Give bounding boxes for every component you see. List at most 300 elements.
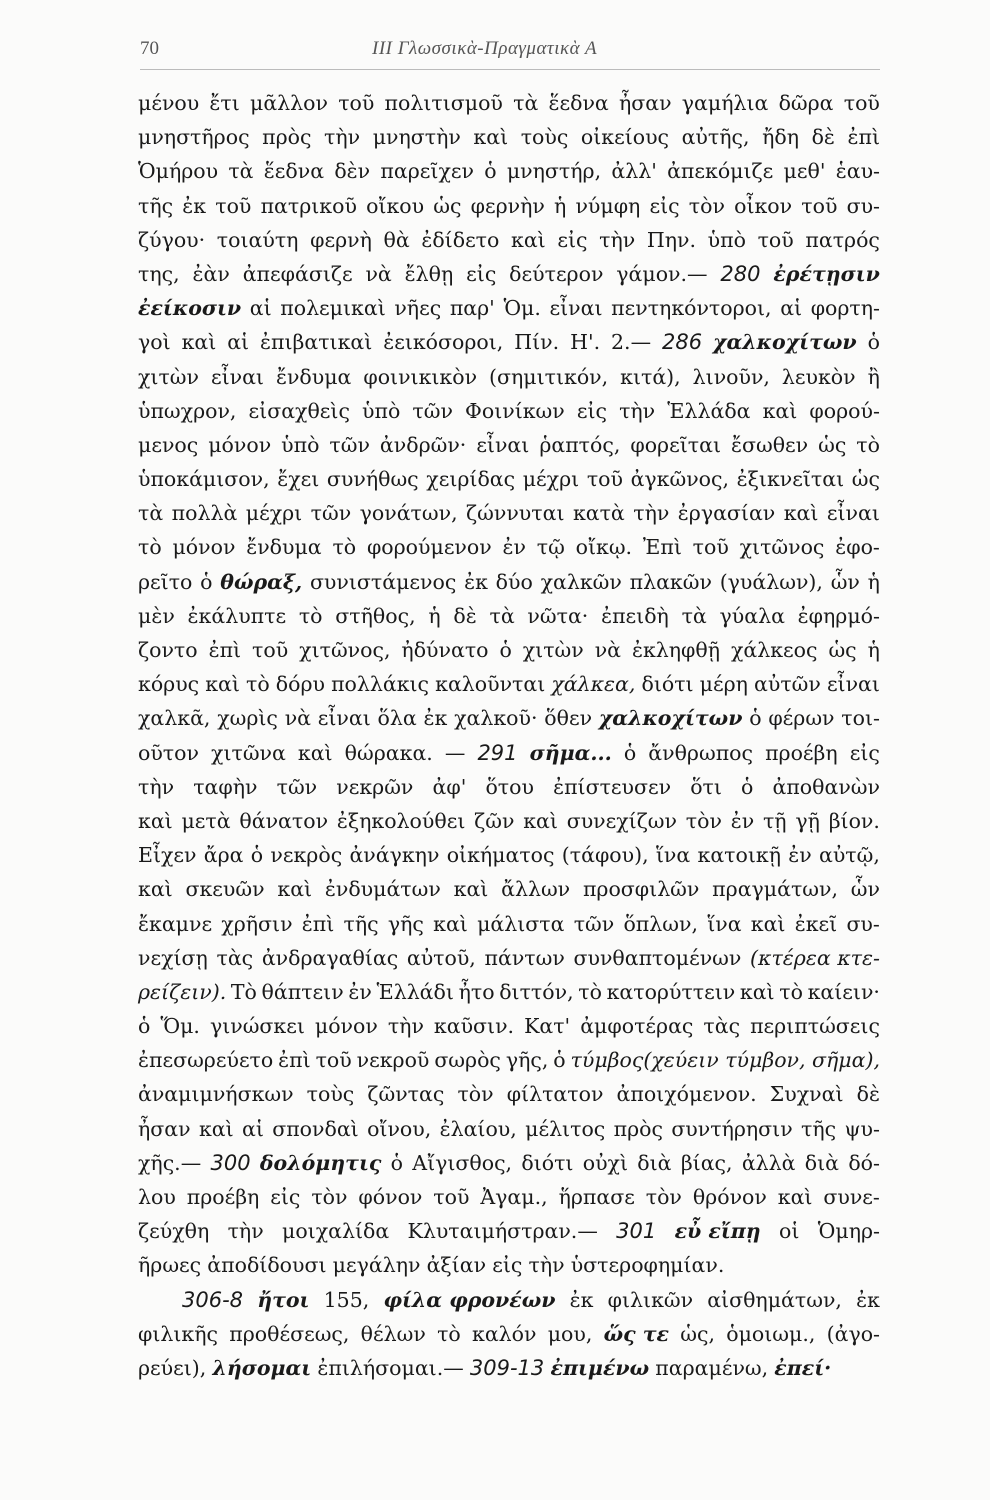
word: νῶτα· bbox=[527, 603, 589, 628]
word: ἐξηκολούθει bbox=[336, 808, 466, 833]
word: παρ' bbox=[449, 296, 495, 321]
word: ἐν bbox=[502, 535, 526, 560]
word: χειρίδας bbox=[426, 467, 516, 492]
word: ζώννυται bbox=[466, 501, 565, 526]
word: ἔκαμνε bbox=[138, 911, 213, 936]
word: ἀποιχόμενον. bbox=[616, 1082, 757, 1107]
word: βίον. bbox=[828, 808, 880, 833]
word: θώρακα. bbox=[344, 740, 433, 765]
word: ἡ bbox=[867, 638, 880, 662]
word: τὰ bbox=[489, 603, 515, 628]
word: εἰς bbox=[576, 398, 607, 423]
word: ζῶν bbox=[474, 808, 515, 833]
word: βίας, bbox=[680, 1150, 733, 1175]
word: λινοῦν, bbox=[692, 364, 770, 389]
word: τῶν bbox=[276, 774, 318, 799]
word: — bbox=[444, 740, 466, 765]
word: πάντων bbox=[484, 945, 565, 970]
word: καὶ bbox=[453, 877, 489, 902]
lemma-word: τύμβος(χεύειν τύμβον, σῆμα), bbox=[570, 1048, 880, 1073]
word: τὰς bbox=[703, 1014, 741, 1039]
text-line bbox=[138, 1009, 880, 1043]
word: συνεχίζων bbox=[566, 808, 677, 833]
word: φίλτατον bbox=[506, 1082, 604, 1107]
word: ὁ bbox=[200, 569, 213, 594]
word: τὴν bbox=[324, 125, 361, 150]
word: καὶ bbox=[433, 911, 468, 936]
word: ἀλλὰ bbox=[741, 1150, 796, 1175]
word: τὸ bbox=[856, 432, 880, 457]
word: τὰ bbox=[513, 91, 539, 115]
word: νεκρῶν bbox=[336, 774, 414, 799]
word: μνηστῆρος bbox=[138, 125, 250, 150]
word: τοι- bbox=[841, 706, 880, 731]
word: τὴν bbox=[633, 501, 670, 526]
word: συ- bbox=[846, 911, 880, 936]
text-line bbox=[138, 428, 880, 462]
text-line bbox=[138, 1283, 880, 1317]
word: ἐεικόσοροι, bbox=[383, 330, 504, 355]
word: ἔνδυμα bbox=[246, 535, 322, 560]
word: ἐὰν bbox=[192, 261, 230, 286]
word: Συχναὶ bbox=[769, 1082, 844, 1107]
word: προσφιλῶν bbox=[582, 877, 700, 902]
word: τὸν bbox=[457, 1082, 494, 1107]
word: διὰ bbox=[804, 1150, 840, 1175]
word: ἐν bbox=[730, 808, 755, 833]
word: συνιστάμενος bbox=[309, 569, 457, 594]
word: μενος bbox=[138, 432, 199, 457]
word: τὸν bbox=[688, 193, 725, 218]
word: Ἑλλάδα bbox=[667, 398, 751, 423]
word: ἐπειδὴ bbox=[601, 603, 669, 628]
word: ἐφηρμό- bbox=[797, 603, 880, 628]
word: ταφὴν bbox=[193, 774, 258, 799]
word: πρὸς bbox=[613, 1116, 663, 1141]
word: τὸ bbox=[298, 603, 323, 628]
text-line bbox=[138, 291, 880, 325]
word: δῶρα bbox=[778, 91, 834, 115]
word: μόνον bbox=[172, 535, 236, 560]
word: τὸ bbox=[246, 672, 270, 697]
word: τοῦ bbox=[586, 467, 623, 492]
word: ζεύχθη bbox=[138, 1219, 210, 1244]
word: ἐφο- bbox=[835, 535, 880, 560]
text-line bbox=[138, 189, 880, 223]
word: ἵνα bbox=[707, 911, 742, 936]
word: οῦτον bbox=[138, 740, 199, 765]
word: πραγμάτων, bbox=[712, 877, 838, 902]
word: εἰς bbox=[849, 740, 880, 765]
word: Ὁμηρ- bbox=[817, 1219, 880, 1244]
word: εἶναι bbox=[210, 364, 264, 389]
word: καὶ bbox=[181, 330, 217, 355]
word: εἶναι bbox=[826, 501, 880, 526]
word: ἦτο bbox=[458, 979, 495, 1004]
word: δόρυ bbox=[275, 672, 325, 697]
word: νεκροῦ bbox=[356, 1048, 430, 1073]
word: διότι bbox=[521, 1150, 574, 1175]
word: τὰς bbox=[216, 945, 254, 970]
word: μνηστὴν bbox=[372, 125, 461, 150]
word: ἥρπασε bbox=[558, 1185, 635, 1209]
word: σκευῶν bbox=[185, 877, 265, 902]
word: εἰσαχθεὶς bbox=[248, 398, 350, 423]
word: προέβη bbox=[765, 740, 838, 765]
word: φόνον bbox=[358, 1185, 423, 1209]
word: ὁ bbox=[867, 330, 880, 355]
word: χαλκᾶ, bbox=[138, 706, 211, 731]
word: αἱ bbox=[241, 1116, 264, 1141]
word: ἀγκῶνος, bbox=[630, 467, 730, 492]
word: τῆς bbox=[801, 1116, 837, 1141]
word: δύο bbox=[495, 569, 533, 594]
word: ἔνδυμα bbox=[275, 364, 352, 389]
word: δὲν bbox=[334, 159, 371, 184]
word: ἐκ bbox=[182, 193, 207, 218]
word: χρῆσιν bbox=[221, 911, 293, 936]
word: ὁ bbox=[484, 159, 497, 184]
word: χιτῶνος bbox=[739, 535, 825, 560]
word: θρόνον bbox=[692, 1185, 767, 1209]
word: αἱ bbox=[227, 330, 250, 355]
word: εἰς bbox=[649, 193, 680, 218]
word: ἡ bbox=[428, 603, 441, 628]
word: φέρων bbox=[768, 706, 835, 731]
word: φοινικικὸν bbox=[363, 364, 478, 389]
lemma-word: ἐρέτῃσιν bbox=[773, 261, 880, 286]
text-line bbox=[138, 770, 880, 804]
word: θάπτειν bbox=[261, 979, 344, 1004]
word: τὸν bbox=[685, 808, 722, 833]
word: καίειν· bbox=[807, 979, 880, 1004]
word: οἴκῳ. bbox=[575, 535, 633, 560]
text-line bbox=[138, 394, 880, 428]
word: τοιαύτη bbox=[216, 227, 299, 252]
word: ἀφ' bbox=[432, 774, 467, 799]
word: ὁ bbox=[741, 774, 754, 799]
word: τὰ bbox=[138, 501, 164, 526]
word: καὶ bbox=[777, 1185, 813, 1209]
word: ἔχει bbox=[277, 467, 320, 492]
word: μνηστήρ, bbox=[506, 159, 602, 184]
word: ζοντο bbox=[138, 638, 198, 662]
word: πεντηκόντοροι, bbox=[611, 296, 772, 321]
word: λευκὸν bbox=[781, 364, 856, 389]
word: καὶ bbox=[750, 911, 786, 936]
word: τὸ bbox=[779, 979, 803, 1004]
word: Εἶχεν bbox=[138, 843, 197, 868]
word: (τάφου), bbox=[561, 843, 649, 868]
word: αἱ bbox=[780, 296, 803, 321]
word: Η'. bbox=[570, 330, 601, 355]
word: διττόν, bbox=[499, 979, 574, 1004]
word: πολλὰ bbox=[171, 501, 238, 526]
text-line bbox=[138, 633, 880, 667]
word: τῶν bbox=[329, 432, 370, 457]
text-line bbox=[138, 565, 880, 599]
word: ῥαπτός, bbox=[539, 432, 621, 457]
text-line bbox=[138, 599, 880, 633]
word: ζύγου· bbox=[138, 227, 206, 252]
text-line bbox=[138, 667, 880, 701]
word: ὡς bbox=[828, 638, 857, 662]
word: φορούμενον bbox=[366, 535, 492, 560]
word: ἐκάλυπτε bbox=[187, 603, 287, 628]
word: ὑπωχρον, bbox=[138, 398, 237, 423]
text-line bbox=[138, 701, 880, 735]
word: Ἑλλάδι bbox=[376, 979, 454, 1004]
word: μου, bbox=[547, 1321, 593, 1346]
word: ἐδίδετο bbox=[421, 227, 500, 252]
lemma-word: 280 bbox=[720, 261, 761, 286]
word: αὐτοῦ, bbox=[406, 945, 476, 970]
word: οἱ bbox=[779, 1219, 800, 1244]
word: περιπτώσεις bbox=[750, 1014, 880, 1039]
word: ἡ bbox=[554, 193, 567, 218]
page-number: 70 bbox=[140, 38, 159, 59]
word: ἐπεσωρεύετο bbox=[138, 1048, 274, 1073]
word: θὰ bbox=[383, 227, 410, 252]
word: ἠδύνατο bbox=[401, 638, 489, 662]
word: τῷ bbox=[536, 535, 565, 560]
text-line bbox=[138, 154, 880, 188]
word: νῆες bbox=[394, 296, 442, 321]
text-line bbox=[138, 1317, 880, 1351]
word: εἶναι bbox=[476, 432, 530, 457]
word: εἰς bbox=[270, 1185, 301, 1209]
word: ἄλλων bbox=[501, 877, 571, 902]
lemma-word: ὥς τε bbox=[603, 1321, 670, 1346]
word: ἵνα bbox=[655, 843, 691, 868]
word: ἕεδνα bbox=[263, 159, 325, 184]
word: καὶ bbox=[762, 398, 798, 423]
word: πλακῶν bbox=[629, 569, 712, 594]
lemma-word: ρείζειν). bbox=[138, 979, 227, 1004]
word: ἀνάγκην bbox=[349, 843, 440, 868]
word: τὴν bbox=[138, 774, 175, 799]
word: καὶ bbox=[473, 125, 509, 150]
word: ἡ bbox=[867, 569, 880, 594]
word: εἶναι bbox=[317, 706, 371, 731]
word: χαλκοῦ· bbox=[454, 706, 538, 731]
word: νὰ bbox=[365, 261, 392, 286]
word: αἱ bbox=[249, 296, 272, 321]
word: τοῦ bbox=[801, 193, 838, 218]
text-line bbox=[138, 530, 880, 564]
word: νὰ bbox=[284, 706, 311, 731]
word: Ὁμήρου bbox=[138, 159, 219, 184]
word: ἀξίαν bbox=[426, 1253, 487, 1278]
word: κατοικῇ bbox=[697, 843, 781, 868]
word: γοὶ bbox=[138, 330, 171, 355]
word: ὁ bbox=[553, 1048, 566, 1073]
word: οὐχὶ bbox=[582, 1150, 629, 1175]
word: χωρὶς bbox=[217, 706, 278, 731]
word: γύαλα bbox=[719, 603, 785, 628]
word: προθέσεως, bbox=[229, 1321, 350, 1346]
word: ὁμοιωμ., bbox=[726, 1321, 816, 1346]
word: Κατ' bbox=[524, 1014, 571, 1039]
word: κόρυς bbox=[138, 672, 200, 697]
word: ἔτι bbox=[209, 91, 240, 115]
word: ὡς bbox=[818, 432, 847, 457]
word: ὅτου bbox=[485, 774, 534, 799]
word: τῇ bbox=[762, 808, 787, 833]
word: μέχρι bbox=[245, 501, 303, 526]
word: 155, bbox=[323, 1287, 370, 1312]
word: Πην. bbox=[646, 227, 697, 252]
word: ἀνδρῶν· bbox=[379, 432, 467, 457]
word: ῆρωες bbox=[138, 1253, 202, 1278]
word: πρὸς bbox=[262, 125, 312, 150]
commentary-body bbox=[138, 86, 880, 1385]
word: ἀμφοτέρας bbox=[580, 1014, 694, 1039]
word: ἀπεκόμιζε bbox=[667, 159, 774, 184]
word: συνθαπτομένων bbox=[573, 945, 742, 970]
word: τοὺς bbox=[520, 125, 569, 150]
word: ὁ bbox=[749, 706, 762, 731]
word: ἐνδυμάτων bbox=[324, 877, 441, 902]
word: τοῦ bbox=[315, 1048, 352, 1073]
word: ἐπὶ bbox=[208, 638, 242, 662]
word: Ἐπὶ bbox=[642, 535, 682, 560]
word: καὶ bbox=[205, 672, 240, 697]
word: λου bbox=[138, 1185, 176, 1209]
word: καὶ bbox=[138, 877, 173, 902]
lemma-word: ἤτοι bbox=[257, 1287, 310, 1312]
text-line bbox=[138, 1214, 880, 1248]
word: μάλιστα bbox=[477, 911, 565, 936]
word: γαμήλια bbox=[681, 91, 769, 115]
word: οἰκήματος bbox=[446, 843, 555, 868]
word: ὧν bbox=[830, 569, 860, 594]
word: τὴν bbox=[227, 1219, 264, 1244]
word: τὸ bbox=[437, 1321, 461, 1346]
word: γάμον.— bbox=[616, 261, 708, 286]
word: ἤδη bbox=[762, 125, 799, 150]
word: ἐκ bbox=[856, 1287, 880, 1312]
word: ὅθεν bbox=[544, 706, 593, 731]
word: τὰ bbox=[228, 159, 254, 184]
lemma-word: λήσομαι bbox=[212, 1355, 312, 1380]
word: πολλάκις bbox=[331, 672, 430, 697]
word: γῆς bbox=[387, 911, 424, 936]
word: τὸ bbox=[332, 535, 357, 560]
word: ἐπιβατικαὶ bbox=[260, 330, 373, 355]
word: ὁ bbox=[499, 638, 512, 662]
word: φιλικῆς bbox=[138, 1321, 218, 1346]
text-line bbox=[138, 975, 880, 1009]
word: τῶν bbox=[412, 398, 453, 423]
running-title: ΙΙΙ Γλωσσικὰ-Πραγματικὰ Α bbox=[372, 38, 598, 59]
word: ἀπεφάσιζε bbox=[242, 261, 353, 286]
word: ὧν bbox=[850, 877, 880, 902]
lemma-word: 309-13 bbox=[469, 1355, 545, 1380]
word: δὲ bbox=[453, 603, 477, 628]
word: ἄνθρωπος bbox=[648, 740, 753, 765]
word: ὁ bbox=[250, 843, 264, 868]
word: τῆς bbox=[343, 911, 379, 936]
word: 2.— bbox=[611, 330, 652, 355]
word: ἕεδνα bbox=[548, 91, 609, 115]
word: καὶ bbox=[277, 877, 313, 902]
word: κατορύττειν bbox=[606, 979, 736, 1004]
word: πολεμικαὶ bbox=[280, 296, 386, 321]
word: νεχίσῃ bbox=[138, 945, 208, 970]
word: ὡς, bbox=[680, 1321, 715, 1346]
word: παραμένω, bbox=[655, 1355, 769, 1380]
word: ἐξικνεῖται bbox=[736, 467, 845, 492]
word: μέλιτος bbox=[525, 1116, 606, 1141]
lemma-word: 286 bbox=[662, 330, 703, 355]
lemma-word: 291 bbox=[477, 740, 518, 765]
word: διότι bbox=[641, 672, 694, 697]
word: ὁ bbox=[623, 740, 637, 765]
word: Ἀγαμ., bbox=[480, 1185, 548, 1209]
text-line bbox=[138, 223, 880, 257]
word: Ὅμ. bbox=[160, 1014, 200, 1039]
text-line bbox=[138, 941, 880, 975]
word: φορεῖται bbox=[630, 432, 721, 457]
text-line bbox=[138, 86, 880, 120]
lemma-word: ἐείκοσιν bbox=[138, 296, 242, 321]
word: μέρη bbox=[699, 672, 748, 697]
text-line bbox=[138, 1146, 880, 1180]
text-line bbox=[138, 1077, 880, 1111]
word: ἀλλ' bbox=[611, 159, 657, 184]
word: φορού- bbox=[809, 398, 880, 423]
word: δεύτερον bbox=[509, 261, 604, 286]
word: συ- bbox=[846, 193, 880, 218]
word: χιτῶνα bbox=[211, 740, 286, 765]
word: ὑπὸ bbox=[707, 227, 746, 252]
word: Πίν. bbox=[514, 330, 560, 355]
word: πολιτισμοῦ bbox=[384, 91, 503, 115]
word: κιτά), bbox=[620, 364, 681, 389]
word: εἰς bbox=[466, 261, 497, 286]
word: εἰς bbox=[557, 227, 588, 252]
word: γινώσκει bbox=[209, 1014, 305, 1039]
word: συνήθως bbox=[326, 467, 419, 492]
word: ἐργασίαν bbox=[677, 501, 776, 526]
word: μόνον bbox=[314, 1014, 378, 1039]
word: ὡς bbox=[851, 467, 880, 492]
word: ἐπὶ bbox=[301, 911, 335, 936]
word: ὑποκάμισον, bbox=[138, 467, 270, 492]
word: ἐπίστευσεν bbox=[553, 774, 672, 799]
word: δό- bbox=[848, 1150, 880, 1175]
word: ὡς bbox=[433, 193, 462, 218]
word: τῶν bbox=[573, 911, 615, 936]
word: γονάτων, bbox=[359, 501, 458, 526]
word: της, bbox=[138, 261, 180, 286]
lemma-word: χαλκοχίτων bbox=[713, 330, 857, 355]
lemma-word: 306-8 bbox=[182, 1287, 244, 1312]
word: τὴν bbox=[599, 227, 636, 252]
lemma-word: (κτέρεα κτε- bbox=[750, 945, 880, 970]
lemma-word: 300 bbox=[210, 1150, 251, 1175]
text-line bbox=[138, 804, 880, 838]
word: νύμφη bbox=[575, 193, 641, 218]
word: ὑπὸ bbox=[362, 398, 401, 423]
word: ὅτι bbox=[690, 774, 722, 799]
text-line bbox=[138, 1351, 880, 1385]
word: συνε- bbox=[823, 1185, 880, 1209]
word: ἀνδραγαθίας bbox=[261, 945, 399, 970]
word: γῆς, bbox=[505, 1048, 549, 1073]
word: δὲ bbox=[811, 125, 835, 150]
